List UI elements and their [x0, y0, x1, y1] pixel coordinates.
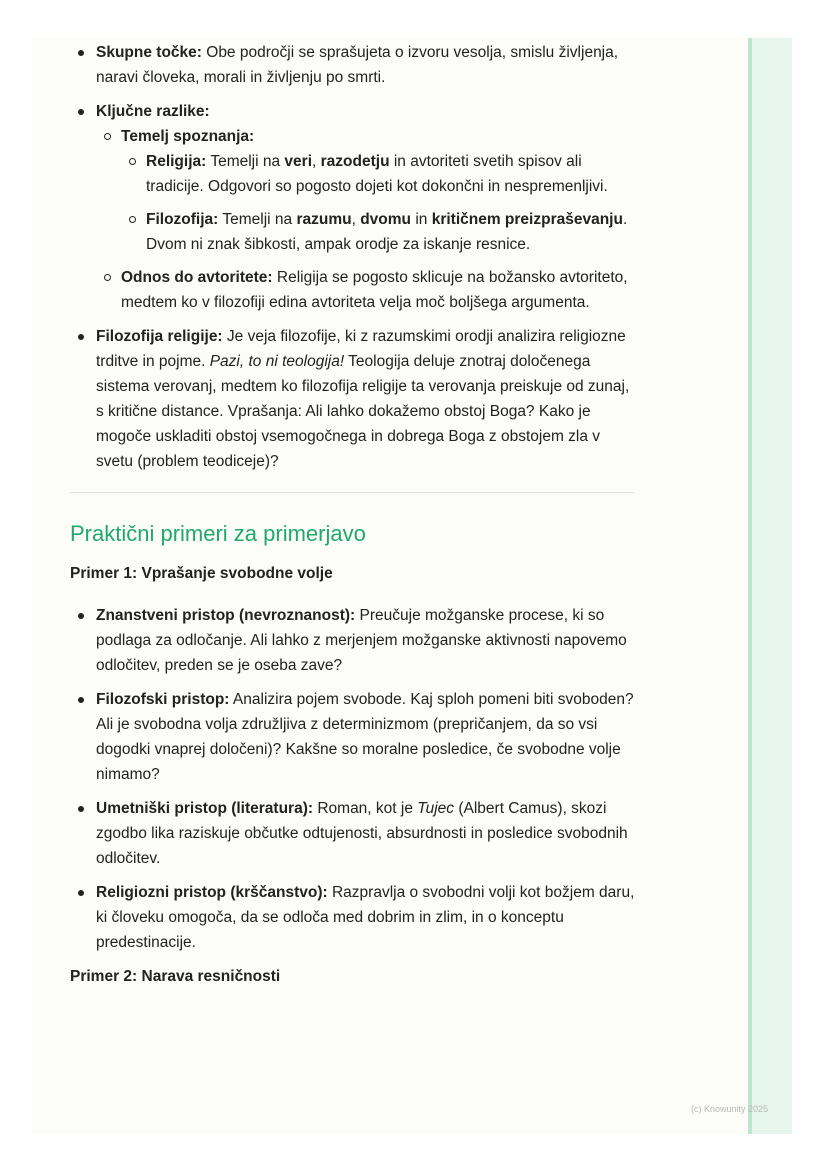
bullet-list-examples — [70, 603, 636, 955]
text-span: , — [312, 153, 321, 170]
text-span: in — [411, 211, 432, 228]
sub-item-odnos-do-avtoritete — [96, 265, 636, 315]
list-item-kljucne-razlike — [70, 99, 636, 315]
text-span: . Dvom ni znak šibkosti, ampak orodje za iskanje resnice. — [146, 211, 628, 253]
list-item-znanstveni — [70, 603, 636, 678]
item-label: Umetniški pristop (literatura): — [96, 800, 314, 817]
text-span: Razpravlja o svobodni volji kot božjem daru, ki človeku omogoča, da se odloča med dobrim in zlim, in o konceptu predestinacije. — [96, 884, 635, 951]
italic-note: Pazi, to ni teologija! — [209, 353, 345, 370]
bold-term: razumu — [296, 211, 352, 228]
list-item-filozofski — [70, 687, 636, 787]
bold-term: veri — [284, 153, 313, 170]
item-label: Filozofski pristop: — [96, 691, 230, 708]
text-span: Roman, kot je — [313, 800, 418, 817]
item-label: Ključne razlike: — [96, 103, 210, 120]
sub-item-temelj-spoznanja — [96, 124, 636, 257]
filozofija-label: Filozofija: — [146, 211, 219, 228]
bold-term: razodetju — [320, 153, 390, 170]
item-text: Obe področji se sprašujeta o izvoru vesolja, smislu življenja, naravi človeka, morali in življenju po smrti. — [96, 44, 619, 86]
text-span: in avtoriteti svetih spisov ali tradicije. Odgovori so pogosto dojeti kot dokončni in nespremenljivi. — [146, 153, 608, 195]
sub-sub-item-filozofija — [121, 207, 636, 257]
list-item-skupne-tocke — [70, 40, 636, 90]
text-span: Teologija deluje znotraj določenega sistema verovanj, medtem ko filozofija religije ta verovanja preiskuje od zunaj, s kritične distance. Vprašanja: Ali lahko dokažemo obstoj Boga? Kako je mogoče uskladiti obstoj vsemogočnega in dobrega Boga z obstojem zla v svetu (problem teodiceje)? — [96, 353, 630, 470]
text-span: Je veja filozofije, ki z razumskimi orodji analizira religiozne trditve in pojme. — [96, 328, 626, 370]
copyright-footer: (c) Knowunity 2025 — [691, 1104, 769, 1114]
item-label: Skupne točke: — [96, 44, 202, 61]
sub-item-label: Odnos do avtoritete: — [121, 269, 273, 286]
book-title: Tujec — [417, 800, 455, 817]
text-span: Temelji na — [218, 211, 297, 228]
sub-item-label: Temelj spoznanja: — [121, 128, 255, 145]
list-item-umetniski — [70, 796, 636, 871]
sub-sub-item-religija — [121, 149, 636, 199]
bold-term: kritičnem preizpraševanju — [431, 211, 623, 228]
document-content — [70, 40, 636, 989]
section-divider — [70, 492, 634, 493]
religija-label: Religija: — [146, 153, 207, 170]
item-label: Filozofija religije: — [96, 328, 223, 345]
text-span: Religija se pogosto sklicuje na božansko avtoriteto, medtem ko v filozofiji edina avtoriteta velja moč boljšega argumenta. — [121, 269, 628, 311]
item-label: Religiozni pristop (krščanstvo): — [96, 884, 328, 901]
sub-sub-list — [121, 149, 636, 257]
example-title: Primer 1: Vprašanje svobodne volje — [70, 565, 333, 582]
text-span: Temelji na — [206, 153, 285, 170]
text-span: , — [351, 211, 361, 228]
list-item-filozofija-religije — [70, 324, 636, 474]
sidebar-decoration — [748, 38, 792, 1134]
text-span: (Albert Camus), skozi zgodbo lika raziskuje občutke odtujenosti, absurdnosti in posledice svobodnih odločitev. — [96, 800, 628, 867]
section-heading: Praktični primeri za primerjavo — [70, 521, 366, 546]
sub-list — [96, 124, 636, 315]
bullet-list-top — [70, 40, 636, 474]
list-item-religiozni — [70, 880, 636, 955]
text-span: Analizira pojem svobode. Kaj sploh pomeni biti svoboden? Ali je svobodna volja združljiva z determinizmom (prepričanjem, da so vsi dogodki vnaprej določeni)? Kakšne so moralne posledice, če svobodne volje nimamo? — [96, 691, 634, 783]
bold-term: dvomu — [360, 211, 412, 228]
text-span: Preučuje možganske procese, ki so podlaga za odločanje. Ali lahko z merjenjem možganske aktivnosti napovemo odločitev, preden se je oseba zave? — [96, 607, 627, 674]
item-label: Znanstveni pristop (nevroznanost): — [96, 607, 356, 624]
example-title-2: Primer 2: Narava resničnosti — [70, 968, 281, 985]
